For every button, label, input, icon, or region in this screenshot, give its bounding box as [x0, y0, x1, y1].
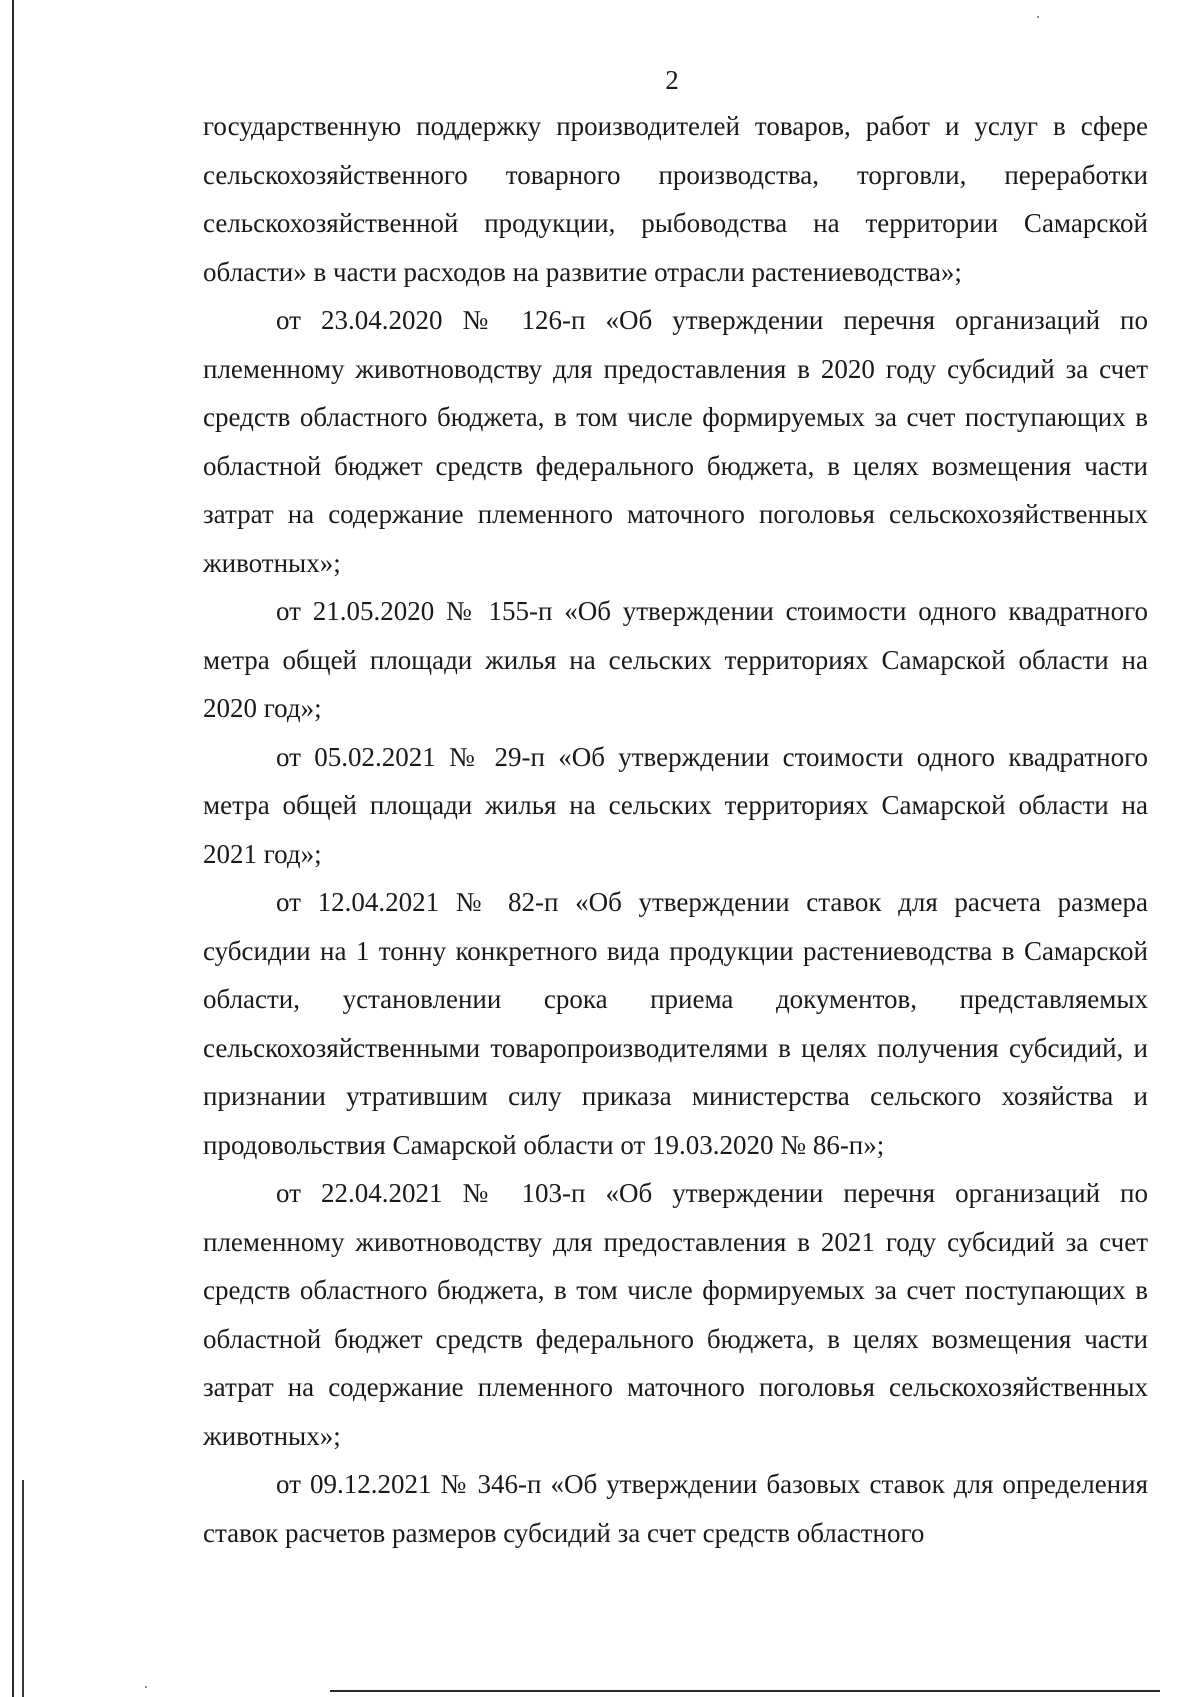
footer-rule: [330, 1690, 1160, 1692]
scan-speck: [145, 1686, 147, 1688]
paragraph-order-126p: от 23.04.2020 № 126-п «Об утверждении перечня организаций по племенному животноводству для предоставления в 2020 году субсидий за счет средств областного бюджета, в том числе формируемых за счет поступающих в областной бюджет средств федерального бюджета, в целях возмещения части затрат на содержание племенного маточного поголовья сельскохозяйственных животных»;: [203, 305, 1148, 578]
paragraph-order-29p: от 05.02.2021 № 29-п «Об утверждении стоимости одного квадратного метра общей площади жилья на сельских территориях Самарской области на 2021 год»;: [203, 741, 1148, 869]
paragraph-order-82p: от 12.04.2021 № 82-п «Об утверждении ставок для расчета размера субсидии на 1 тонну конкретного вида продукции растениеводства в Самарской области, установлении срока приема документов, представляемых сельскохозяйственными товаропроизводителями в целях получения субсидий, и признании утратившим силу приказа министерства сельского хозяйства и продовольствия Самарской области от 19.03.2020 № 86-п»;: [203, 887, 1148, 1160]
paragraph-order-155p: от 21.05.2020 № 155-п «Об утверждении стоимости одного квадратного метра общей площади жилья на сельских территориях Самарской области на 2020 год»;: [203, 596, 1148, 723]
paragraph-order-346p: от 09.12.2021 № 346-п «Об утверждении базовых ставок для определения ставок расчетов размеров субсидий за счет средств областного: [203, 1469, 1148, 1548]
paragraph-continuation: государственную поддержку производителей товаров, работ и услуг в сфере сельскохозяйственного товарного производства, торговли, переработки сельскохозяйственной продукции, рыбоводства на территории Самарской области» в части расходов на развитие отрасли растениеводства»;: [203, 111, 1148, 287]
scan-left-edge-lower: [22, 1480, 24, 1697]
scan-speck: [1037, 16, 1039, 18]
scan-left-edge: [12, 0, 14, 1697]
paragraph-order-103p: от 22.04.2021 № 103-п «Об утверждении перечня организаций по племенному животноводству для предоставления в 2021 году субсидий за счет средств областного бюджета, в том числе формируемых за счет поступающих в областной бюджет средств федерального бюджета, в целях возмещения части затрат на содержание племенного маточного поголовья сельскохозяйственных животных»;: [203, 1178, 1148, 1451]
page-number: 2: [665, 65, 679, 95]
document-body: [203, 102, 1148, 1557]
